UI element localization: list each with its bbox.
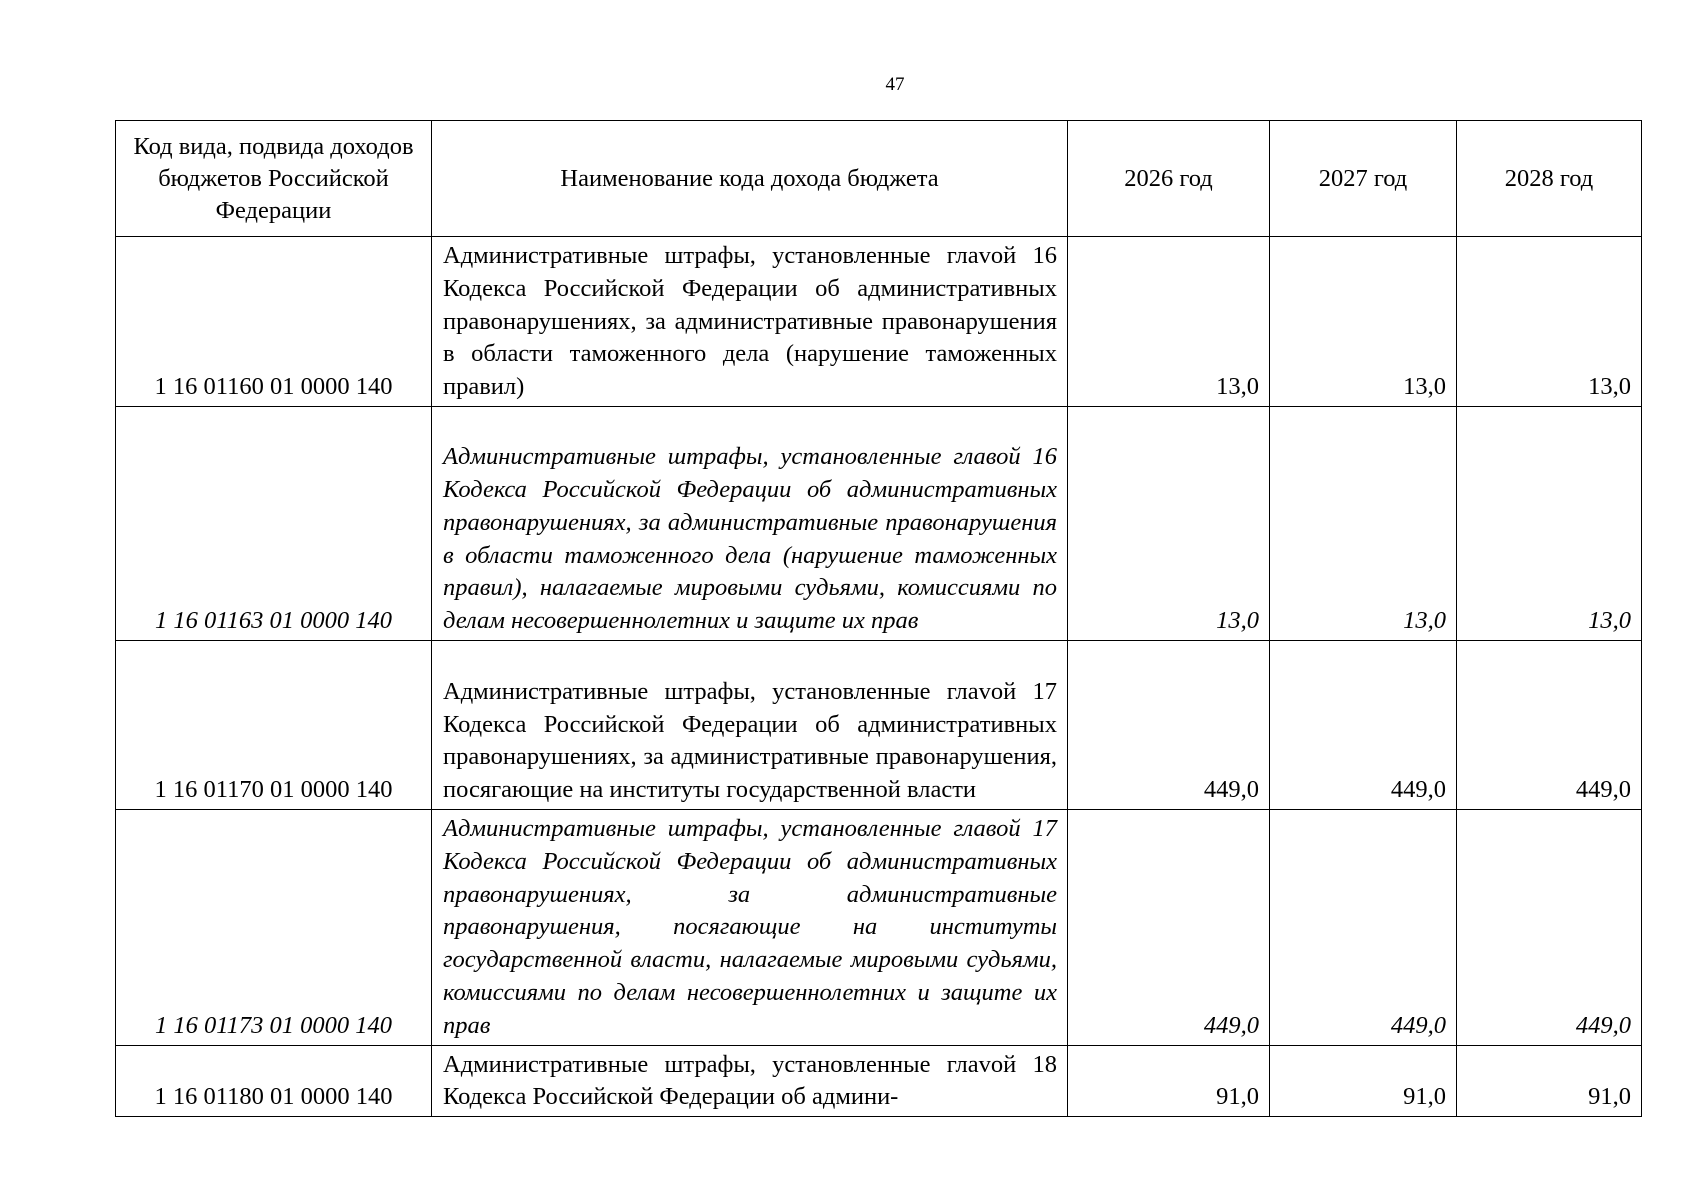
amount-2027: 449,0 <box>1270 640 1457 809</box>
income-code: 1 16 01180 01 0000 140 <box>116 1045 432 1117</box>
amount-2028: 13,0 <box>1457 237 1642 407</box>
table-row <box>116 640 1642 809</box>
income-name: Административные штрафы, установленные главой 17 Кодекса Российской Федерации об административных правонарушениях, за административные правонарушения, посягающие на институты государственной власти, налагаемые мировыми судьями, комиссиями по делам несовершеннолетних и защите их прав <box>432 809 1068 1045</box>
amount-2026: 449,0 <box>1068 640 1270 809</box>
amount-2027: 13,0 <box>1270 406 1457 640</box>
income-code: 1 16 01163 01 0000 140 <box>116 406 432 640</box>
table-row <box>116 1045 1642 1117</box>
amount-2027: 449,0 <box>1270 809 1457 1045</box>
income-name: Административные штрафы, установленные глаvой 17 Кодекса Российской Федерации об административных правонарушениях, за административные правонарушения, посягающие на институты государственной власти <box>432 640 1068 809</box>
amount-2026: 13,0 <box>1068 406 1270 640</box>
table-header-row <box>116 121 1642 237</box>
table-row <box>116 237 1642 407</box>
amount-2027: 13,0 <box>1270 237 1457 407</box>
header-code: Код вида, подвида доходов бюджетов Российской Федерации <box>116 121 432 237</box>
table-row <box>116 809 1642 1045</box>
income-name: Административные штрафы, установленные главой 16 Кодекса Российской Федерации об административных правонарушениях, за административные правонарушения в области таможенного дела (нарушение таможенных правил), налагаемые мировыми судьями, комиссиями по делам несовершеннолетних и защите их прав <box>432 406 1068 640</box>
income-code: 1 16 01173 01 0000 140 <box>116 809 432 1045</box>
header-2028: 2028 год <box>1457 121 1642 237</box>
amount-2028: 91,0 <box>1457 1045 1642 1117</box>
amount-2026: 449,0 <box>1068 809 1270 1045</box>
amount-2026: 13,0 <box>1068 237 1270 407</box>
page-number: 47 <box>885 74 905 95</box>
amount-2028: 13,0 <box>1457 406 1642 640</box>
income-name: Административные штрафы, установленные глаvой 16 Кодекса Российской Федерации об административных правонарушениях, за административные правонарушения в области таможенного дела (нарушение таможенных правил) <box>432 237 1068 407</box>
income-code: 1 16 01170 01 0000 140 <box>116 640 432 809</box>
table-row <box>116 406 1642 640</box>
header-2026: 2026 год <box>1068 121 1270 237</box>
income-name: Административные штрафы, установленные глаvой 18 Кодекса Российской Федерации об админи- <box>432 1045 1068 1117</box>
budget-revenue-table <box>115 120 1642 1117</box>
amount-2027: 91,0 <box>1270 1045 1457 1117</box>
amount-2026: 91,0 <box>1068 1045 1270 1117</box>
header-2027: 2027 год <box>1270 121 1457 237</box>
amount-2028: 449,0 <box>1457 809 1642 1045</box>
header-name: Наименование кода дохода бюджета <box>432 121 1068 237</box>
amount-2028: 449,0 <box>1457 640 1642 809</box>
income-code: 1 16 01160 01 0000 140 <box>116 237 432 407</box>
